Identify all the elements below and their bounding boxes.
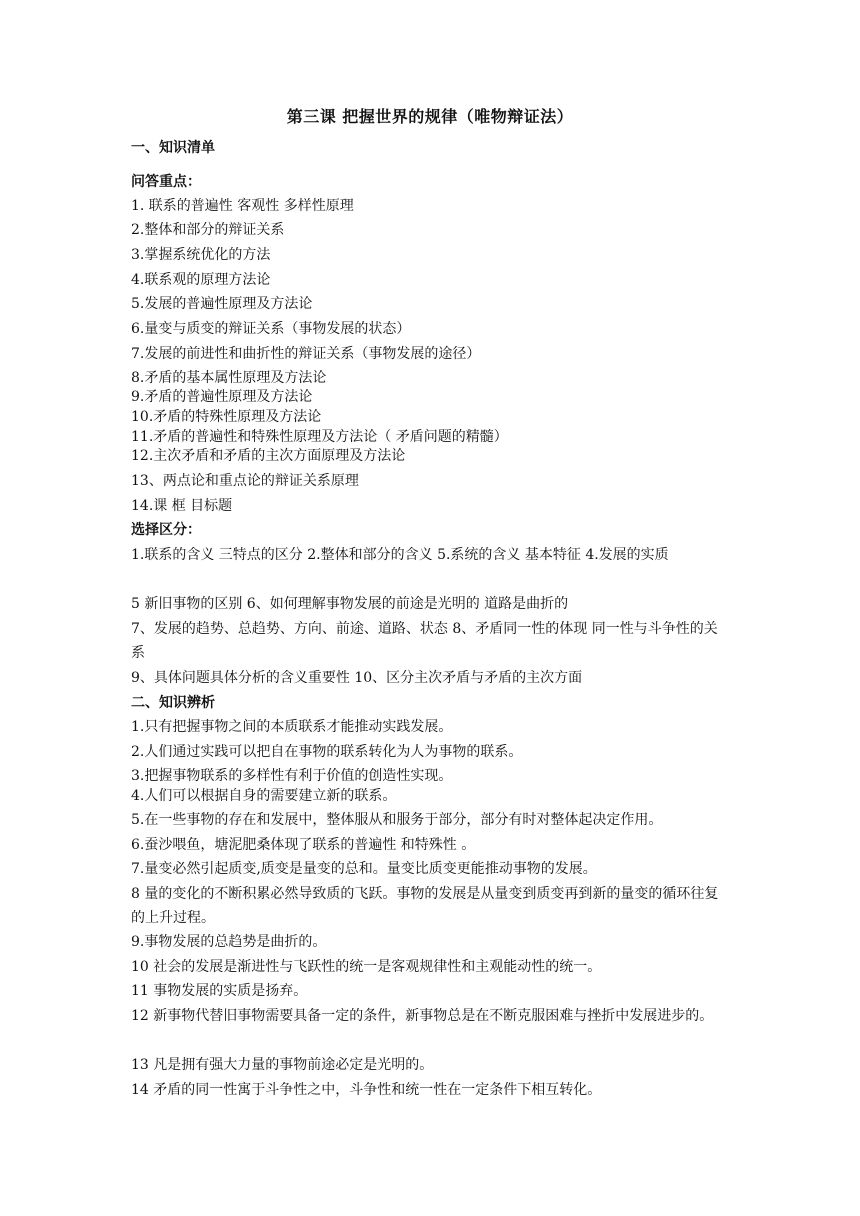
analysis-item: 2.人们通过实践可以把自在事物的联系转化为人为事物的联系。 (131, 744, 523, 760)
qa-item: 12.主次矛盾和矛盾的主次方面原理及方法论 (131, 448, 406, 464)
choice-heading: 选择区分： (131, 522, 201, 538)
analysis-item: 6.蚕沙喂鱼，塘泥肥桑体现了联系的普遍性 和特殊性 。 (131, 837, 476, 853)
choice-item: 9、具体问题具体分析的含义重要性 10、区分主次矛盾与矛盾的主次方面 (131, 670, 583, 686)
analysis-item: 10 社会的发展是渐进性与飞跃性的统一是客观规律性和主观能动性的统一。 (131, 959, 602, 975)
qa-item: 1. 联系的普遍性 客观性 多样性原理 (131, 198, 354, 214)
qa-item: 13、两点论和重点论的辩证关系原理 (131, 473, 359, 489)
analysis-item: 3.把握事物联系的多样性有利于价值的创造性实现。 (131, 768, 453, 784)
qa-item: 7.发展的前进性和曲折性的辩证关系（事物发展的途径） (131, 346, 481, 362)
analysis-item: 12 新事物代替旧事物需要具备一定的条件，新事物总是在不断克服困难与挫折中发展进步的。 (131, 1008, 714, 1024)
section-heading-knowledge-list: 一、知识清单 (131, 140, 215, 156)
analysis-item: 9.事物发展的总趋势是曲折的。 (131, 934, 327, 950)
choice-item: 7、发展的趋势、总趋势、方向、前途、道路、状态 8、矛盾同一性的体现 同一性与斗争性的关系 (131, 621, 718, 661)
qa-item: 11.矛盾的普遍性和特殊性原理及方法论（ 矛盾问题的精髓） (131, 429, 508, 445)
qa-item: 6.量变与质变的辩证关系（事物发展的状态） (131, 321, 411, 337)
qa-heading: 问答重点： (131, 174, 201, 190)
analysis-item: 7.量变必然引起质变,质变是量变的总和。量变比质变更能推动事物的发展。 (131, 861, 597, 877)
qa-item: 5.发展的普遍性原理及方法论 (131, 296, 313, 312)
analysis-item: 14 矛盾的同一性寓于斗争性之中，斗争性和统一性在一定条件下相互转化。 (131, 1082, 602, 1098)
qa-item: 9.矛盾的普遍性原理及方法论 (131, 389, 313, 405)
qa-item: 4.联系观的原理方法论 (131, 272, 271, 288)
analysis-item: 8 量的变化的不断积累必然导致质的飞跃。事物的发展是从量变到质变再到新的量变的循环往复的上升过程。 (131, 886, 719, 926)
section-heading-knowledge-analysis: 二、知识辨析 (131, 695, 215, 711)
analysis-item: 5.在一些事物的存在和发展中，整体服从和服务于部分，部分有时对整体起决定作用。 (131, 812, 663, 828)
analysis-item: 13 凡是拥有强大力量的事物前途必定是光明的。 (131, 1057, 434, 1073)
qa-item: 8.矛盾的基本属性原理及方法论 (131, 370, 327, 386)
qa-item: 10.矛盾的特殊性原理及方法论 (131, 409, 322, 425)
choice-item: 1.联系的含义 三特点的区分 2.整体和部分的含义 5.系统的含义 基本特征 4.发展的实质 (131, 547, 669, 563)
qa-item: 2.整体和部分的辩证关系 (131, 222, 285, 238)
choice-item: 5 新旧事物的区别 6、如何理解事物发展的前途是光明的 道路是曲折的 (131, 596, 569, 612)
qa-item: 3.掌握系统优化的方法 (131, 247, 271, 263)
page-title: 第三课 把握世界的规律（唯物辩证法） (286, 107, 574, 126)
analysis-item: 1.只有把握事物之间的本质联系才能推动实践发展。 (131, 719, 453, 735)
qa-item: 14.课 框 目标题 (131, 498, 233, 514)
analysis-item: 11 事物发展的实质是扬弃。 (131, 983, 308, 999)
analysis-item: 4.人们可以根据自身的需要建立新的联系。 (131, 788, 397, 804)
